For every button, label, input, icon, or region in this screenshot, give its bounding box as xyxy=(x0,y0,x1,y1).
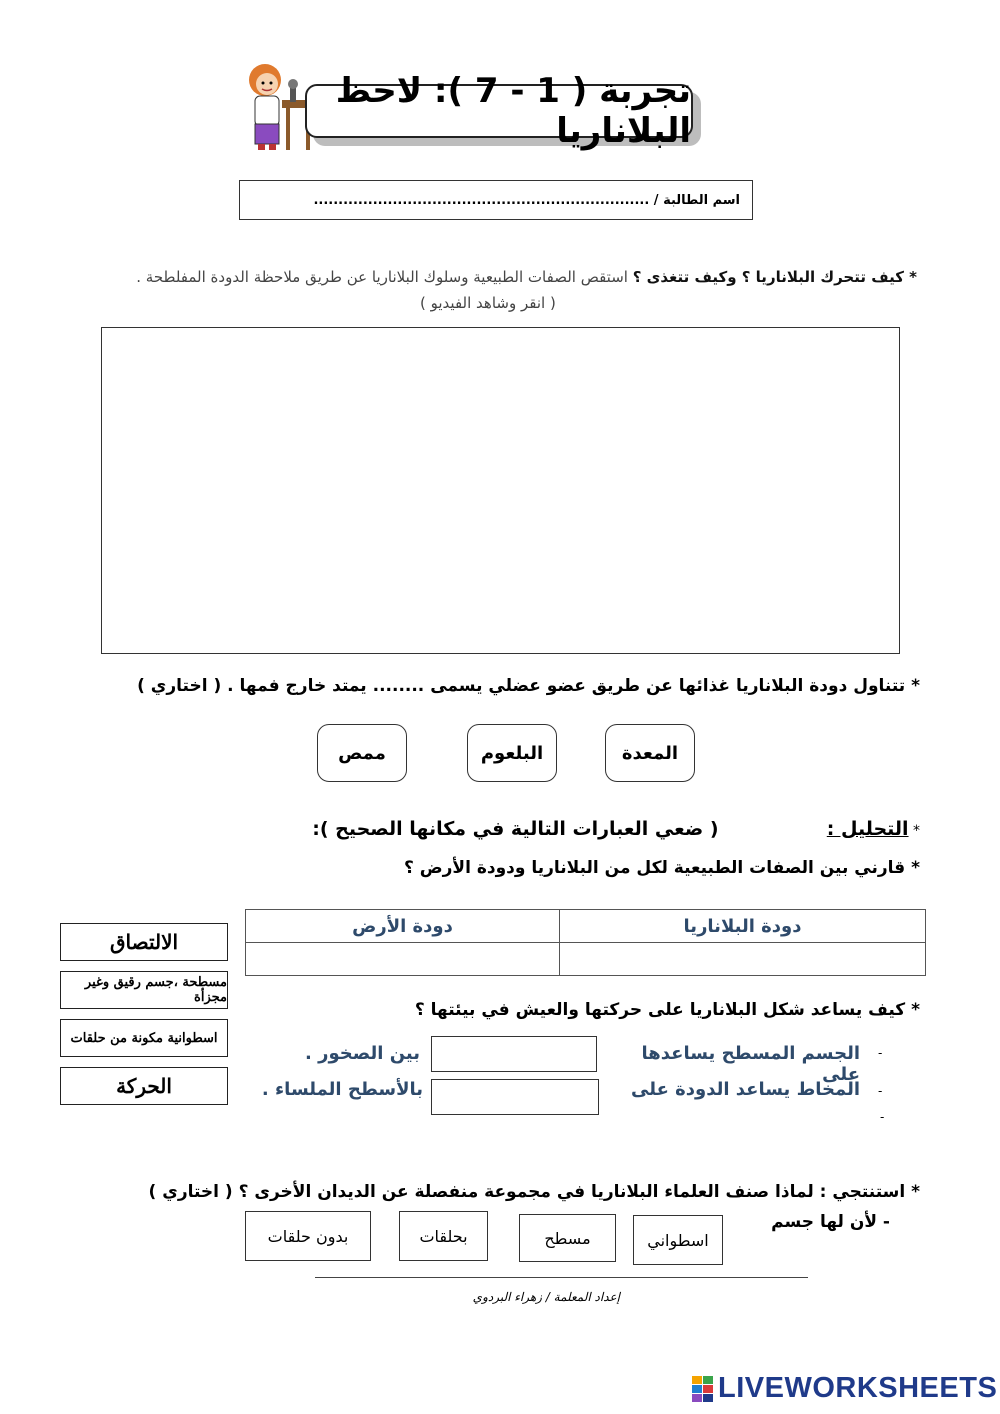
answer-start: - لأن لها جسم xyxy=(771,1212,890,1232)
drop-cell-earthworm[interactable] xyxy=(246,943,560,976)
table-header-planaria: دودة البلاناريا xyxy=(560,910,926,943)
analysis-instruction: ( ضعي العبارات التالية في مكانها الصحيح ): xyxy=(312,818,719,840)
bullet-dash: - xyxy=(878,1046,883,1060)
footer-divider xyxy=(315,1277,808,1278)
line2-end: بالأسطح الملساء . xyxy=(261,1079,423,1100)
question-2: * تتناول دودة البلاناريا غذائها عن طريق عضو عضلي يسمى ........ يمتد خارج فمها . ( اختاري ) xyxy=(137,676,920,696)
choice-pharynx[interactable]: البلعوم xyxy=(467,724,557,782)
question-3: * كيف يساعد شكل البلاناريا على حركتها والعيش في بيئتها ؟ xyxy=(414,1000,920,1020)
drag-item-flat-body[interactable]: مسطحة ،جسم رقيق وغير مجزأة xyxy=(60,971,228,1009)
teacher-credit: إعداد المعلمة / زهراء البردوي xyxy=(472,1290,620,1304)
liveworksheets-logo-icon xyxy=(692,1376,714,1404)
table-header-earthworm: دودة الأرض xyxy=(246,910,560,943)
worksheet-title: تجربة ( 1 - 7 ): لاحظ البلاناريا xyxy=(305,84,693,138)
choice-stomach[interactable]: المعدة xyxy=(605,724,695,782)
drop-cell-planaria[interactable] xyxy=(560,943,926,976)
choice-cylindrical[interactable]: اسطواني xyxy=(633,1215,723,1265)
question-4: * استنتجي : لماذا صنف العلماء البلاناريا في مجموعة منفصلة عن الديدان الأخرى ؟ ( اختاري ) xyxy=(148,1182,920,1202)
video-hint: ( انقر وشاهد الفيديو ) xyxy=(420,294,556,312)
choice-segmented[interactable]: بحلقات xyxy=(399,1211,488,1261)
question-1-bold: * كيف تتحرك البلاناريا ؟ وكيف تتغذى ؟ xyxy=(632,268,917,286)
brand-name[interactable]: LIVEWORKSHEETS xyxy=(718,1372,998,1404)
compare-question: * قارني بين الصفات الطبيعية لكل من البلاناريا ودودة الأرض ؟ xyxy=(403,858,920,878)
student-name-field[interactable]: اسم الطالبة / .................................................................... xyxy=(239,180,753,220)
drag-item-movement[interactable]: الحركة xyxy=(60,1067,228,1105)
drag-item-cylindrical-body[interactable]: اسطوانية مكونة من حلقات xyxy=(60,1019,228,1057)
comparison-table xyxy=(245,909,926,976)
choice-unsegmented[interactable]: بدون حلقات xyxy=(245,1211,371,1261)
line1-blank[interactable] xyxy=(431,1036,597,1072)
choice-flat[interactable]: مسطح xyxy=(519,1214,616,1262)
choice-sucker[interactable]: ممص xyxy=(317,724,407,782)
bullet-dash: - xyxy=(880,1110,885,1124)
question-1-text: استقص الصفات الطبيعية وسلوك البلاناريا عن طريق ملاحظة الدودة المفلطحة . xyxy=(136,268,633,286)
line2-start: المخاط يساعد الدودة على xyxy=(631,1079,860,1100)
video-frame[interactable] xyxy=(101,327,900,654)
analysis-heading: * التحليل : ( ضعي العبارات التالية في مكانها الصحيح ): xyxy=(312,818,920,840)
analysis-label: التحليل : xyxy=(826,818,909,840)
bullet-dash: - xyxy=(878,1084,883,1098)
line1-end: بين الصخور . xyxy=(305,1043,420,1064)
line1-start: الجسم المسطح يساعدها على xyxy=(641,1043,860,1085)
question-1 xyxy=(95,266,917,288)
line2-blank[interactable] xyxy=(431,1079,599,1115)
drag-item-adhesion[interactable]: الالتصاق xyxy=(60,923,228,961)
